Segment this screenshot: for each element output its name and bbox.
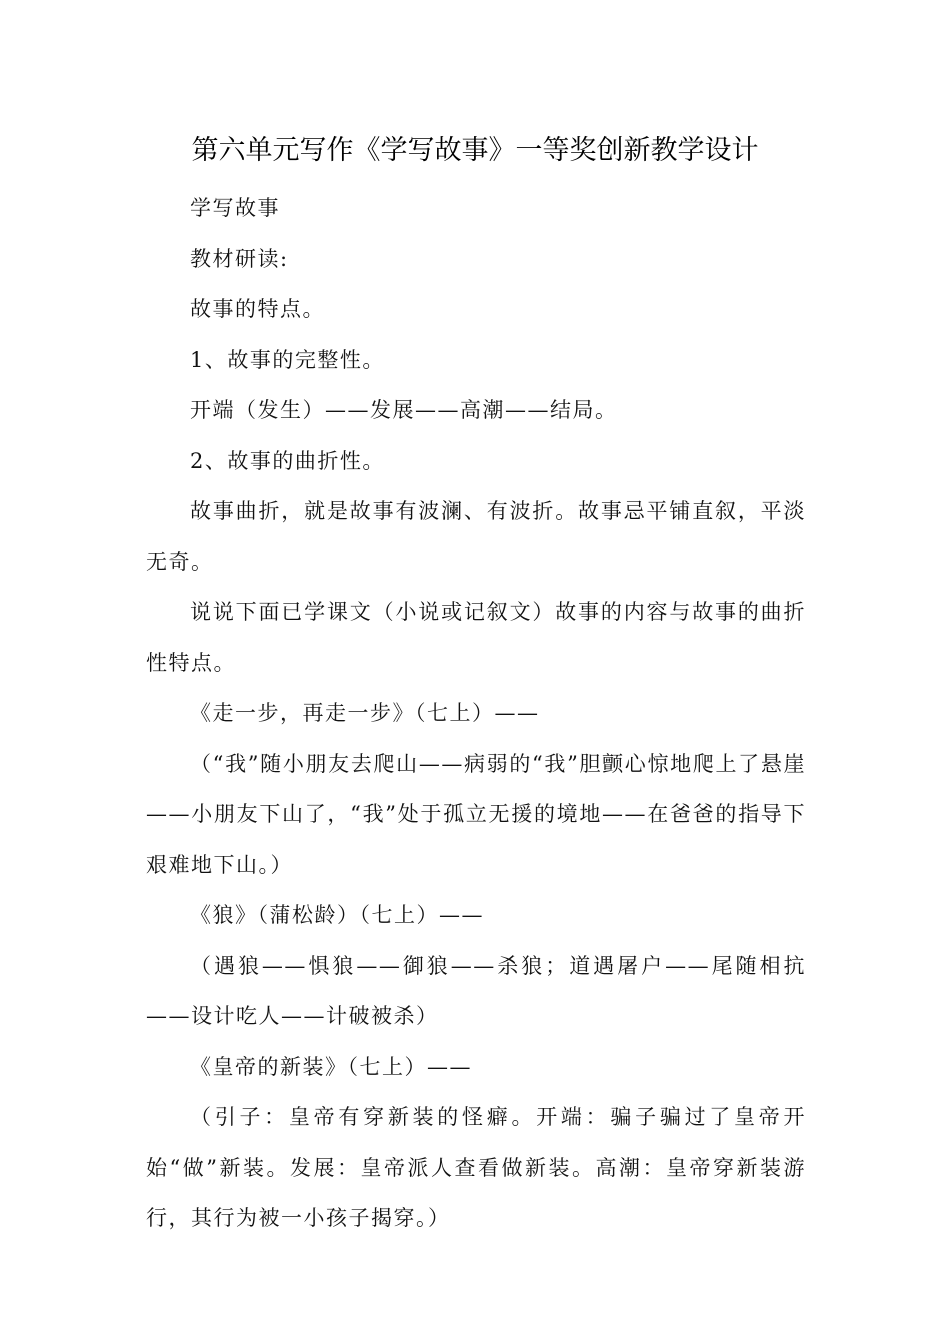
- paragraph-gushi-tedian: 故事的特点。: [190, 297, 325, 321]
- document-body: [146, 183, 806, 1244]
- paragraph-heading-xuexie-gushi: 学写故事: [190, 196, 280, 220]
- paragraph-text-title-huangdi: 《皇帝的新装》（七上）——: [190, 1054, 472, 1079]
- paragraph-text-title-lang: 《狼》（蒲松龄）（七上）——: [190, 903, 484, 927]
- paragraph-text-summary-zouyibu: （“我”随小朋友去爬山——病弱的“我”胆颤心惊地爬上了悬崖——小朋友下山了，“我”处于孤立无援的境地——在爸爸的指导下艰难地下山。）: [146, 751, 806, 877]
- document-title: 第六单元写作《学写故事》一等奖创新教学设计: [191, 135, 759, 166]
- paragraph-text-title-zouyibu: 《走一步，再走一步》（七上）——: [190, 701, 540, 725]
- paragraph-quzhe-explanation: 故事曲折，就是故事有波澜、有波折。故事忌平铺直叙，平淡无奇。: [146, 499, 806, 574]
- paragraph-structure: 开端（发生）——发展——高潮——结局。: [190, 398, 618, 422]
- paragraph-text-summary-huangdi: （引子：皇帝有穿新装的怪癖。开端：骗子骗过了皇帝开始“做”新装。发展：皇帝派人查看做新装。高潮：皇帝穿新装游行，其行为被一小孩子揭穿。）: [146, 1105, 806, 1230]
- paragraph-quzhexing: 2、故事的曲折性。: [190, 448, 385, 473]
- paragraph-jiaocai-yandu: 教材研读:: [190, 246, 289, 271]
- paragraph-wanzhengxing: 1、故事的完整性。: [190, 347, 385, 372]
- paragraph-exercise-prompt: 说说下面已学课文（小说或记叙文）故事的内容与故事的曲折性特点。: [146, 600, 806, 675]
- paragraph-text-summary-lang: （遇狼——惧狼——御狼——杀狼；道遇屠户——尾随相抗——设计吃人——计破被杀）: [146, 953, 806, 1028]
